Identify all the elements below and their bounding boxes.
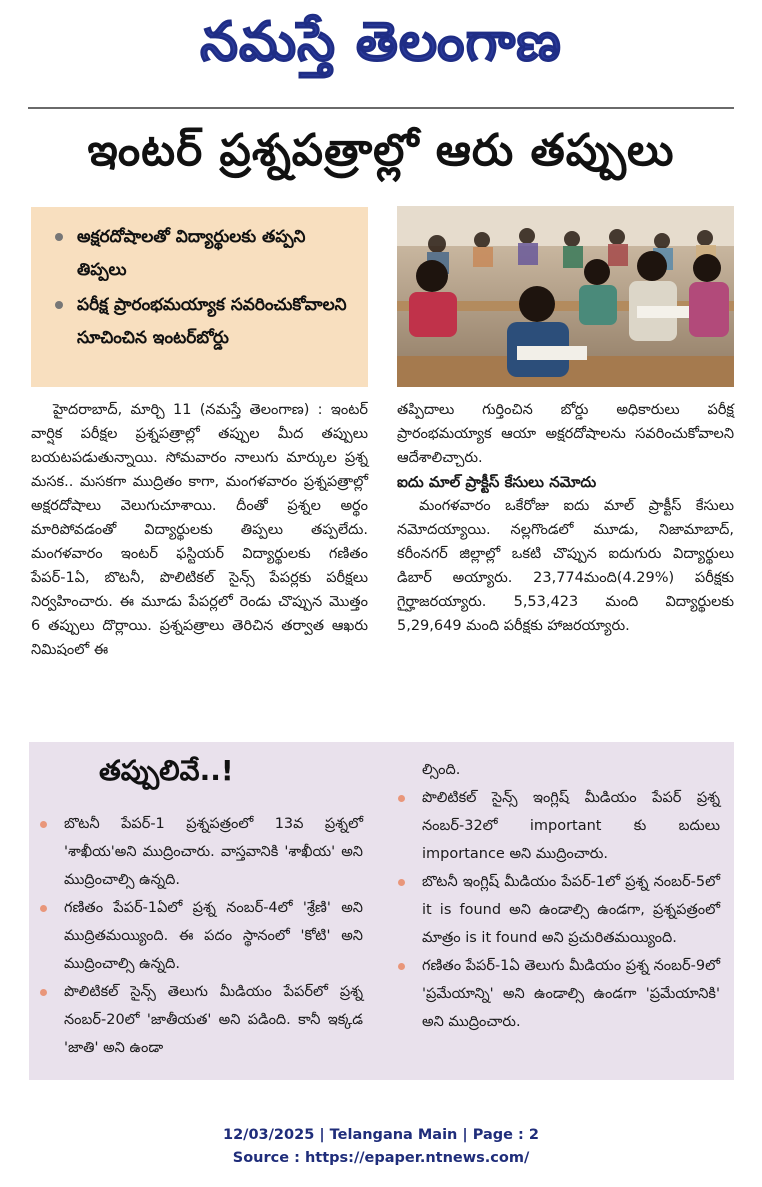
highlight-item: అక్షరదోషాలతో విద్యార్థులకు తప్పని తిప్పలు (53, 221, 356, 287)
error-item: గణితం పేపర్-1ఏ తెలుగు మీడియం ప్రశ్న నంబర్-9లో 'ప్రమేయాన్ని' అని ఉండాల్సి ఉండగా 'ప్రమేయానికి' అని ముద్రించారు. (398, 952, 720, 1036)
students-writing-exam-photo (397, 206, 734, 387)
masthead (0, 0, 762, 96)
errors-list-right (398, 756, 720, 1036)
article-column-left (31, 398, 368, 662)
bullet-icon (55, 301, 63, 309)
bullet-icon (40, 905, 47, 912)
highlight-item: పరీక్ష ప్రారంభమయ్యాక సవరించుకోవాలని సూచించిన ఇంటర్‌బోర్డు (53, 289, 356, 355)
footer-source: Source : https://epaper.ntnews.com/ (232, 1150, 530, 1166)
bullet-icon (40, 821, 47, 828)
headline: ఇంటర్ ప్రశ్నపత్రాల్లో ఆరు తప్పులు (87, 125, 675, 176)
sub-heading: ఐదు మాల్ ప్రాక్టీస్ కేసులు నమోదు (397, 473, 597, 491)
error-item: పొలిటికల్ సైన్స్ తెలుగు మీడియం పేపర్‌లో ప్రశ్న నంబర్-20లో 'జాతీయత' అని పడింది. కానీ ఇక్కడ 'జాతి' అని ఉండా (40, 978, 363, 1062)
bullet-icon (40, 989, 47, 996)
article-paragraph: మంగళవారం ఒకేరోజు ఐదు మాల్ ప్రాక్టీస్ కేసులు నమోదయ్యాయి. నల్లగొండలో మూడు, నిజామాబాద్, కరీంనగర్ జిల్లాల్లో ఒకటి చొప్పున ఐదుగురు విద్యార్థులు డిబార్ అయ్యారు. 23,774మంది(4.29%) పరీక్షకు గైర్హాజరయ్యారు. 5,53,423 మంది విద్యార్థులకు 5,29,649 మంది పరీక్షకు హాజరయ్యారు. (397, 498, 734, 634)
masthead-rule (28, 107, 734, 109)
bullet-icon (398, 963, 405, 970)
bullet-icon (55, 233, 63, 241)
highlights-box (31, 207, 368, 387)
article-paragraph: హైదరాబాద్, మార్చి 11 (నమస్తే తెలంగాణ) : ఇంటర్ వార్షిక పరీక్షల ప్రశ్నపత్రాల్లో తప్పుల మీద తప్పులు బయటపడుతున్నాయి. సోమవారం నాలుగు మార్కుల ప్రశ్న మసక.. మసకగా ముద్రితం కాగా, మంగళవారం ప్రశ్నపత్రాల్లో అక్షరదోషాలు వెలుగుచూశాయి. దీంతో ప్రశ్నల అర్థం మారిపోవడంతో విద్యార్థులకు తిప్పలు తప్పలేదు. మంగళవారం ఇంటర్ ఫస్టియర్ విద్యార్థులకు గణితం పేపర్-1ఏ, బొటనీ, పొలిటికల్ సైన్స్ పేపర్లకు పరీక్షలు నిర్వహించారు. ఈ మూడు పేపర్లలో రెండు చొప్పున మొత్తం 6 తప్పులు దొర్లాయి. ప్రశ్నపత్రాలు తెరిచిన తర్వాత ఆఖరు నిమిషంలో ఈ (31, 402, 368, 658)
article-column-right (397, 398, 734, 638)
article-paragraph: తప్పిదాలు గుర్తించిన బోర్డు అధికారులు పరీక్ష ప్రారంభమయ్యాక ఆయా అక్షరదోషాలను సవరించుకోవాలని ఆదేశాలిచ్చారు. (397, 402, 734, 466)
error-item: బొటనీ పేపర్-1 ప్రశ్నపత్రంలో 13వ ప్రశ్నలో 'శాఖీయ'అని ముద్రించారు. వాస్తవానికి 'శాఖీయ' అని ముద్రించాల్సి ఉన్నది. (40, 810, 363, 894)
bullet-icon (398, 879, 405, 886)
error-item: పొలిటికల్ సైన్స్ ఇంగ్లిష్ మీడియం పేపర్ ప్రశ్న నంబర్-32లో important కు బదులు importance అని ముద్రించారు. (398, 784, 720, 868)
errors-title: తప్పులివే..! (99, 754, 234, 787)
errors-list-left (40, 810, 363, 1062)
masthead-title: నమస్తే తెలంగాణ (200, 9, 562, 73)
error-item-continued: ల్సింది. (422, 762, 461, 778)
error-item: గణితం పేపర్-1ఏలో ప్రశ్న నంబర్-4లో 'శ్రేణి' అని ముద్రితమయ్యింది. ఈ పదం స్థానంలో 'కోటి' అని ముద్రించాల్సి ఉన్నది. (40, 894, 363, 978)
bullet-icon (398, 795, 405, 802)
footer-date-edition: 12/03/2025 | Telangana Main | Page : 2 (222, 1127, 539, 1143)
error-item: బొటనీ ఇంగ్లిష్ మీడియం పేపర్-1లో ప్రశ్న నంబర్-5లో it is found అని ఉండాల్సి ఉండగా, ప్రశ్నపత్రంలో మాత్రం is it found అని ప్రచురితమయ్యింది. (398, 868, 720, 952)
